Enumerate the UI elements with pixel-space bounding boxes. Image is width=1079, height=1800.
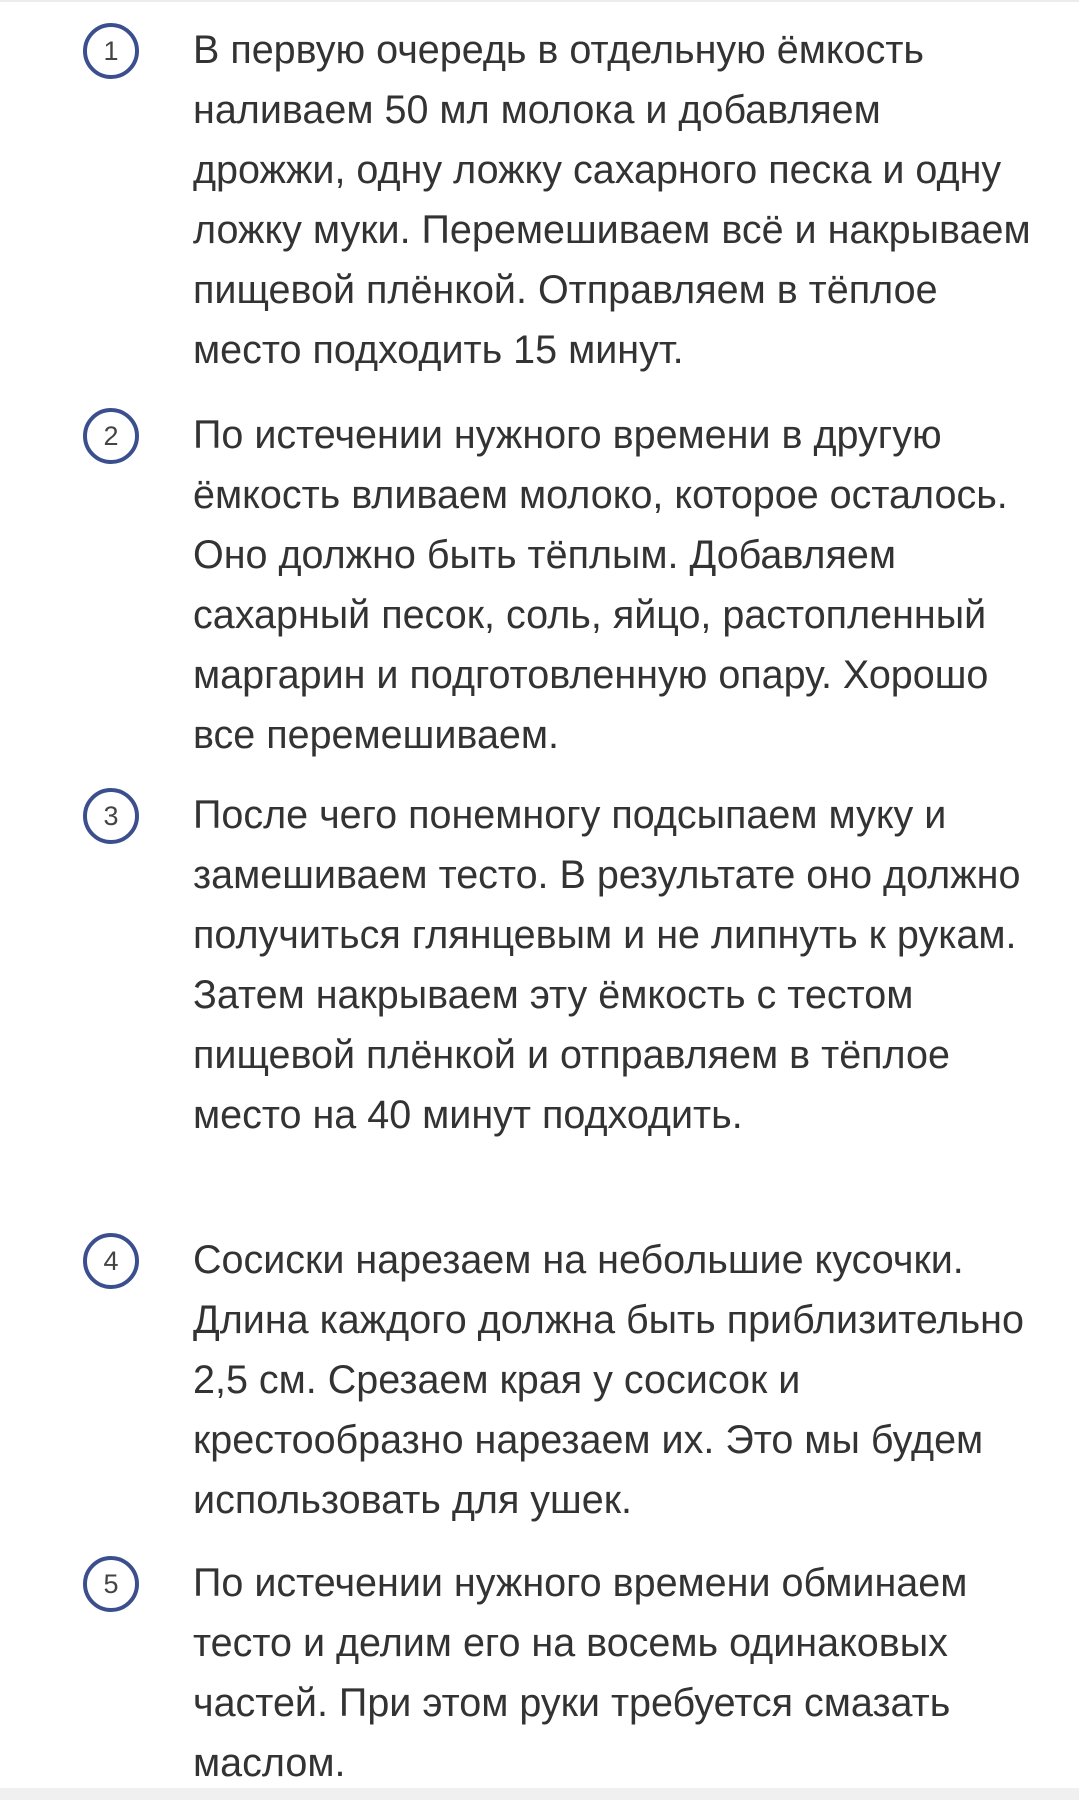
step-text: По истечении нужного времени обминаем тесто и делим его на восемь одинаковых частей. При этом руки требуется смазать маслом. bbox=[193, 1561, 968, 1785]
step-text: Сосиски нарезаем на небольшие кусочки. Длина каждого должна быть приблизительно 2,5 см. Срезаем края у сосисок и крестообразно нарезаем их. Это мы будем использовать для ушек. bbox=[193, 1238, 1024, 1522]
step-number-badge: 5 bbox=[83, 1556, 139, 1612]
top-divider bbox=[0, 0, 1079, 2]
step-text: По истечении нужного времени в другую ёмкость вливаем молоко, которое осталось. Оно должно быть тёплым. Добавляем сахарный песок, соль, яйцо, растопленный маргарин и подготовленную опару. Хорошо все перемешиваем. bbox=[193, 413, 1008, 757]
step-text: После чего понемногу подсыпаем муку и замешиваем тесто. В результате оно должно получиться глянцевым и не липнуть к рукам. Затем накрываем эту ёмкость с тестом пищевой плёнкой и отправляем в тёплое место на 40 минут подходить. bbox=[193, 793, 1021, 1137]
bottom-divider bbox=[0, 1788, 1079, 1800]
step-number-badge: 1 bbox=[83, 23, 139, 79]
step-number-badge: 2 bbox=[83, 408, 139, 464]
step-text: В первую очередь в отдельную ёмкость наливаем 50 мл молока и добавляем дрожжи, одну ложку сахарного песка и одну ложку муки. Перемешиваем всё и накрываем пищевой плёнкой. Отправляем в тёплое место подходить 15 минут. bbox=[193, 28, 1031, 372]
step-number-badge: 4 bbox=[83, 1233, 139, 1289]
step-number-badge: 3 bbox=[83, 788, 139, 844]
